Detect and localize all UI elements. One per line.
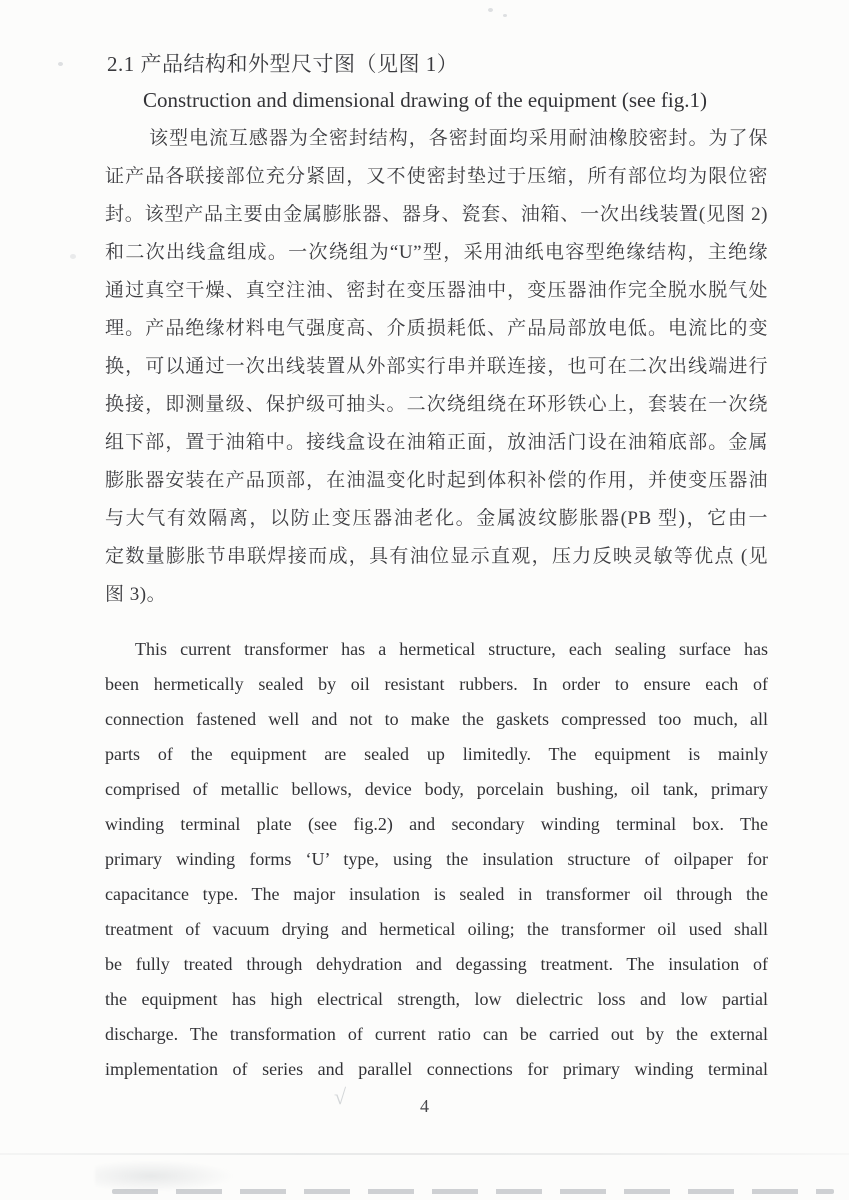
section-heading-english: Construction and dimensional drawing of the equipment (see fig.1) [143,88,707,112]
text-line: 换，可以通过一次出线装置从外部实行串并联连接，也可在二次出线端进行 [105,356,768,377]
text-line: 图 3)。 [105,584,167,605]
text-line: 定数量膨胀节串联焊接而成，具有油位显示直观，压力反映灵敏等优点 (见 [105,546,768,567]
text-line: 组下部，置于油箱中。接线盒设在油箱正面，放油活门设在油箱底部。金属 [105,432,768,453]
text-line: winding terminal plate (see fig.2) and secondary winding terminal box. The [105,814,768,834]
scan-streak-artifact [0,1153,849,1155]
text-line: 证产品各联接部位充分紧固，又不使密封垫过于压缩，所有部位均为限位密 [105,166,768,187]
scan-speck-artifact [503,14,507,17]
text-line: parts of the equipment are sealed up limitedly. The equipment is mainly [105,744,768,764]
scan-smudge-artifact [95,1160,235,1192]
scan-edge-dashes-artifact [112,1189,834,1194]
text-line: treatment of vacuum drying and hermetical oiling; the transformer oil used shall [105,919,768,939]
section-heading-chinese: 2.1 产品结构和外型尺寸图（见图 1） [107,52,459,76]
text-line: primary winding forms ‘U’ type, using the insulation structure of oilpaper for [105,849,768,869]
scan-mark-artifact: √ [334,1084,347,1109]
text-line: be fully treated through dehydration and degassing treatment. The insulation of [105,954,768,974]
text-line: 通过真空干燥、真空注油、密封在变压器油中，变压器油作完全脱水脱气处 [105,280,768,301]
text-line: been hermetically sealed by oil resistant rubbers. In order to ensure each of [105,674,768,694]
text-line: 换接，即测量级、保护级可抽头。二次绕组绕在环形铁心上，套装在一次绕 [105,394,768,415]
text-line: 和二次出线盒组成。一次绕组为“U”型，采用油纸电容型绝缘结构，主绝缘 [105,242,768,263]
text-line: comprised of metallic bellows, device body, porcelain bushing, oil tank, primary [105,779,768,799]
text-line: 封。该型产品主要由金属膨胀器、器身、瓷套、油箱、一次出线装置(见图 2) [105,204,768,225]
text-line: 该型电流互感器为全密封结构，各密封面均采用耐油橡胶密封。为了保 [149,128,768,149]
paragraph-chinese [105,120,768,614]
text-line: discharge. The transformation of current ratio can be carried out by the external [105,1024,768,1044]
scan-speck-artifact [488,8,493,12]
text-line: 膨胀器安装在产品顶部，在油温变化时起到体积补偿的作用，并使变压器油 [105,470,768,491]
page-number: 4 [420,1096,429,1116]
scan-speck-artifact [58,62,63,66]
text-line: implementation of series and parallel connections for primary winding terminal [105,1059,768,1079]
text-line: the equipment has high electrical strength, low dielectric loss and low partial [105,989,768,1009]
paragraph-english [105,632,768,1087]
text-line: This current transformer has a hermetical structure, each sealing surface has [135,639,768,659]
scan-speck-artifact [70,254,76,259]
text-line: capacitance type. The major insulation is sealed in transformer oil through the [105,884,768,904]
text-line: connection fastened well and not to make the gaskets compressed too much, all [105,709,768,729]
text-line: 理。产品绝缘材料电气强度高、介质损耗低、产品局部放电低。电流比的变 [105,318,768,339]
text-line: 与大气有效隔离，以防止变压器油老化。金属波纹膨胀器(PB 型)，它由一 [105,508,768,529]
